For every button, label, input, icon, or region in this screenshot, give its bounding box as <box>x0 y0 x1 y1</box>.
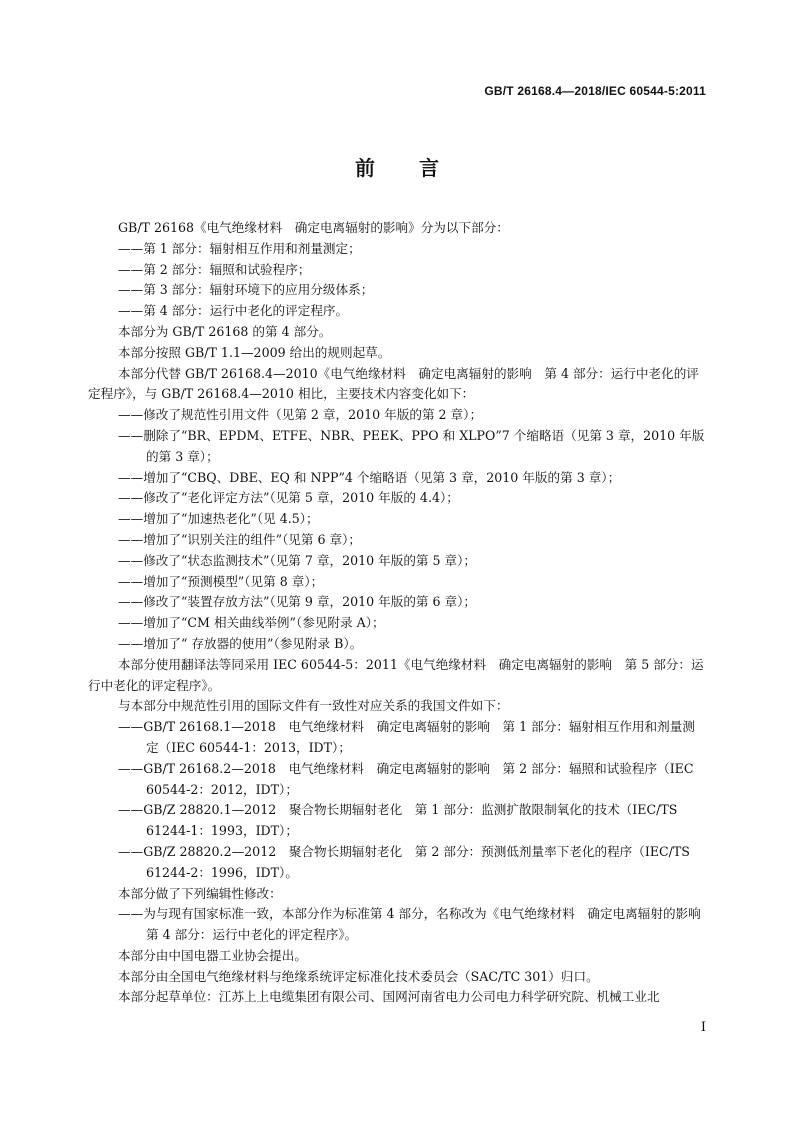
list-item: ——增加了“识别关注的组件”（见第 6 章）； <box>118 531 361 547</box>
list-item: ——GB/Z 28820.2—2012 聚合物长期辐射老化 第 2 部分：预测低剂量率下老化的程序（IEC/TS 61244-2：1996，IDT）。 <box>118 843 690 880</box>
list-item: ——增加了“CBQ、DBE、EQ 和 NPP”4 个缩略语（见第 3 章，2010 年版的第 3 章）； <box>118 469 621 485</box>
list-item: ——增加了“ 存放器的使用”（参见附录 B）。 <box>118 635 363 651</box>
title-char-1: 前 <box>355 156 375 180</box>
list-item: ——删除了“BR、EPDM、ETFE、NBR、PEEK、PPO 和 XLPO”7 个缩略语（见第 3 章，2010 年版的第 3 章）； <box>118 427 705 464</box>
list-item: ——为与现有国家标准一致，本部分作为标准第 4 部分，名称改为《电气绝缘材料 确定电离辐射的影响 第 4 部分：运行中老化的评定程序》。 <box>118 906 714 943</box>
paragraph: 本部分起草单位：江苏上上电缆集团有限公司、国网河南省电力公司电力科学研究院、机械工业北 <box>118 989 660 1005</box>
standard-code-header: GB/T 26168.4—2018/IEC 60544-5:2011 <box>484 84 706 98</box>
list-item: ——修改了“状态监测技术”（见第 7 章，2010 年版的第 5 章）； <box>118 552 477 568</box>
list-item: ——增加了“预测模型”（见第 8 章）； <box>118 573 324 589</box>
list-item: ——GB/T 26168.1—2018 电气绝缘材料 确定电离辐射的影响 第 1 部分：辐射相互作用和剂量测定（IEC 60544-1：2013，IDT）； <box>118 719 695 755</box>
list-item: ——修改了规范性引用文件（见第 2 章，2010 年版的第 2 章）； <box>118 407 483 423</box>
list-item: ——第 4 部分：运行中老化的评定程序。 <box>118 303 349 319</box>
paragraph: GB/T 26168《电气绝缘材料 确定电离辐射的影响》分为以下部分： <box>118 220 509 235</box>
paragraph: 本部分由中国电器工业协会提出。 <box>118 947 307 963</box>
list-item: ——第 1 部分：辐射相互作用和剂量测定； <box>118 240 361 256</box>
list-item: ——第 2 部分：辐照和试验程序； <box>118 261 311 277</box>
paragraph: 本部分按照 GB/T 1.1—2009 给出的规则起草。 <box>118 344 391 360</box>
list-item: ——增加了“CM 相关曲线举例”（参见附录 A）； <box>118 615 385 631</box>
document-body <box>88 218 714 1008</box>
list-item: ——增加了“加速热老化”（见 4.5）； <box>118 511 319 527</box>
paragraph: 本部分使用翻译法等同采用 IEC 60544-5：2011《电气绝缘材料 确定电离辐射的影响 第 5 部分：运行中老化的评定程序》。 <box>88 656 704 693</box>
list-item: ——GB/Z 28820.1—2012 聚合物长期辐射老化 第 1 部分：监测扩散限制氧化的技术（IEC/TS 61244-1：1993，IDT）； <box>118 802 678 839</box>
paragraph: 与本部分中规范性引用的国际文件有一致性对应关系的我国文件如下： <box>118 698 509 714</box>
page-number: I <box>700 1020 706 1035</box>
title-char-2: 言 <box>419 156 439 180</box>
list-item: ——第 3 部分：辐射环境下的应用分级体系； <box>118 282 374 298</box>
paragraph: 本部分由全国电气绝缘材料与绝缘系统评定标准化技术委员会（SAC/TC 301）归口。 <box>118 968 599 984</box>
list-item: ——修改了“装置存放方法”（见第 9 章，2010 年版的第 6 章）； <box>118 594 477 610</box>
paragraph: 本部分代替 GB/T 26168.4—2010《电气绝缘材料 确定电离辐射的影响 第 4 部分：运行中老化的评定程序》，与 GB/T 26168.4—2010 相比，主要技术内容变化如下： <box>88 365 699 402</box>
page-title <box>0 152 794 181</box>
paragraph: 本部分为 GB/T 26168 的第 4 部分。 <box>118 323 332 339</box>
list-item: ——GB/T 26168.2—2018 电气绝缘材料 确定电离辐射的影响 第 2 部分：辐照和试验程序（IEC 60544-2：2012，IDT）； <box>118 760 694 797</box>
paragraph: 本部分做了下列编辑性修改： <box>118 885 282 901</box>
list-item: ——修改了“老化评定方法”（见第 5 章，2010 年版的 4.4）； <box>118 490 459 506</box>
